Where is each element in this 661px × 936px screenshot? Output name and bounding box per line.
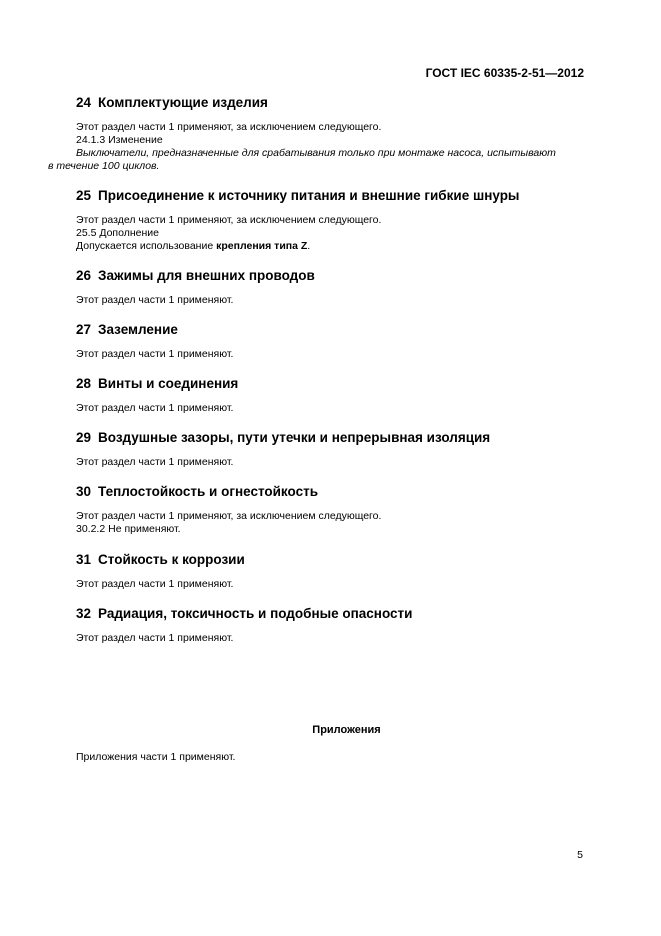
section-number: 27 xyxy=(76,322,92,337)
section-24 xyxy=(48,95,591,173)
section-text: Этот раздел части 1 применяют, за исключением следующего. xyxy=(76,214,382,226)
section-heading xyxy=(76,188,591,204)
section-text: Этот раздел части 1 применяют, за исключением следующего. xyxy=(76,121,382,133)
section-text: Этот раздел части 1 применяют. xyxy=(76,632,234,644)
section-title: Винты и соединения xyxy=(98,376,239,391)
section-text: Этот раздел части 1 применяют. xyxy=(76,294,234,306)
section-30 xyxy=(76,484,591,536)
section-number: 24 xyxy=(76,95,92,110)
section-heading xyxy=(76,606,591,622)
note-line: Выключатели, предназначенные для срабатывания только при монтаже насоса, испытывают xyxy=(76,147,556,159)
section-title: Заземление xyxy=(98,322,178,337)
section-title: Стойкость к коррозии xyxy=(98,552,245,567)
section-number: 30 xyxy=(76,484,92,499)
section-28 xyxy=(76,376,591,415)
note-line-cont: в течение 100 циклов. xyxy=(48,160,160,172)
appendix-title: Приложения xyxy=(312,724,381,736)
clause-line: 24.1.3 Изменение xyxy=(76,134,163,146)
clause-text-suffix: . xyxy=(307,240,311,252)
section-text: Этот раздел части 1 применяют, за исключением следующего. xyxy=(76,510,382,522)
section-25 xyxy=(76,188,591,253)
section-title: Воздушные зазоры, пути утечки и непрерывная изоляция xyxy=(98,430,491,445)
section-number: 25 xyxy=(76,188,92,203)
section-number: 32 xyxy=(76,606,92,621)
section-number: 31 xyxy=(76,552,92,567)
clause-text-prefix: Допускается использование xyxy=(76,240,217,252)
section-title: Комплектующие изделия xyxy=(98,95,268,110)
section-number: 28 xyxy=(76,376,92,391)
section-heading xyxy=(76,268,591,284)
clause-line: 25.5 Дополнение xyxy=(76,227,159,239)
document-code: ГОСТ IEC 60335-2-51—2012 xyxy=(425,66,584,80)
section-text: Этот раздел части 1 применяют. xyxy=(76,578,234,590)
section-text: Этот раздел части 1 применяют. xyxy=(76,402,234,414)
section-heading xyxy=(76,430,591,446)
section-heading xyxy=(76,484,591,500)
section-27 xyxy=(76,322,591,361)
section-title: Присоединение к источнику питания и внешние гибкие шнуры xyxy=(98,188,520,203)
section-text: Этот раздел части 1 применяют. xyxy=(76,348,234,360)
section-31 xyxy=(76,552,591,591)
page-number: 5 xyxy=(577,849,583,861)
section-title: Радиация, токсичность и подобные опасности xyxy=(98,606,413,621)
section-heading xyxy=(76,95,591,111)
section-26 xyxy=(76,268,591,307)
section-heading xyxy=(76,376,591,392)
appendix-text: Приложения части 1 применяют. xyxy=(76,751,236,763)
section-title: Зажимы для внешних проводов xyxy=(98,268,315,283)
section-title: Теплостойкость и огнестойкость xyxy=(98,484,318,499)
section-number: 26 xyxy=(76,268,92,283)
section-heading xyxy=(76,552,591,568)
section-29 xyxy=(76,430,591,469)
section-heading xyxy=(76,322,591,338)
section-number: 29 xyxy=(76,430,92,445)
section-32 xyxy=(76,606,591,645)
section-text: Этот раздел части 1 применяют. xyxy=(76,456,234,468)
clause-line: 30.2.2 Не применяют. xyxy=(76,523,181,535)
clause-text xyxy=(76,240,591,253)
clause-text-bold: крепления типа Z xyxy=(216,240,308,252)
